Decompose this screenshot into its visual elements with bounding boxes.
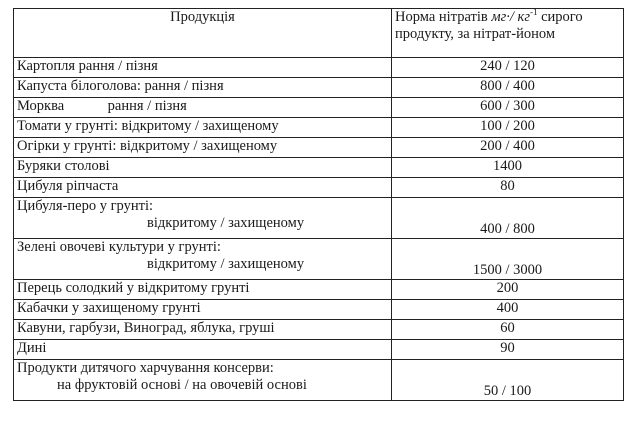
value-cell: 1500 / 3000 — [392, 239, 624, 280]
value-cell: 90 — [392, 340, 624, 360]
product-cell: Морква рання / пізня — [14, 98, 392, 118]
table-row — [14, 239, 624, 280]
product-line-1: Зелені овочеві культури у грунті: — [17, 239, 221, 255]
header-norm-sup: -1 — [529, 7, 538, 18]
product-line-2: на фруктовій основі / на овочевій основі — [57, 377, 307, 393]
table-row — [14, 138, 624, 158]
value-cell: 100 / 200 — [392, 118, 624, 138]
table-row — [14, 320, 624, 340]
product-cell — [14, 360, 392, 401]
product-cell: Кабачки у захищеному грунті — [14, 300, 392, 320]
product-cell: Капуста білоголова: рання / пізня — [14, 78, 392, 98]
value-cell: 200 — [392, 280, 624, 300]
nitrate-norms-table — [13, 8, 624, 401]
value-cell: 200 / 400 — [392, 138, 624, 158]
table-row — [14, 58, 624, 78]
product-cell: Цибуля ріпчаста — [14, 178, 392, 198]
table-row — [14, 198, 624, 239]
product-cell: Кавуни, гарбузи, Виноград, яблука, груші — [14, 320, 392, 340]
product-line-2: відкритому / захищеному — [147, 215, 305, 231]
header-norm-pre: Норма нітратів — [395, 9, 492, 25]
product-line-2: відкритому / захищеному — [147, 256, 305, 272]
value-cell: 400 — [392, 300, 624, 320]
product-cell: Огірки у грунті: відкритому / захищеному — [14, 138, 392, 158]
table-row — [14, 280, 624, 300]
header-norm-post: сирого продукту, за нітрат-йоном — [395, 9, 583, 42]
product-cell: Дині — [14, 340, 392, 360]
value-cell: 60 — [392, 320, 624, 340]
value-cell: 400 / 800 — [392, 198, 624, 239]
value-cell: 240 / 120 — [392, 58, 624, 78]
product-cell: Буряки столові — [14, 158, 392, 178]
value-cell: 600 / 300 — [392, 98, 624, 118]
table-row — [14, 158, 624, 178]
table-row — [14, 178, 624, 198]
header-norm-unit: мг·/ кг — [491, 9, 530, 25]
value-cell: 50 / 100 — [392, 360, 624, 401]
value-cell: 1400 — [392, 158, 624, 178]
table-row — [14, 98, 624, 118]
table-row — [14, 118, 624, 138]
header-product: Продукція — [14, 9, 392, 58]
table-row — [14, 340, 624, 360]
product-cell: Картопля рання / пізня — [14, 58, 392, 78]
table-row — [14, 360, 624, 401]
table-row — [14, 78, 624, 98]
product-line-1: Цибуля-перо у грунті: — [17, 198, 154, 214]
table-header-row — [14, 9, 624, 58]
product-cell — [14, 239, 392, 280]
header-norm — [392, 9, 624, 58]
value-cell: 800 / 400 — [392, 78, 624, 98]
product-cell: Перець солодкий у відкритому грунті — [14, 280, 392, 300]
product-line-1: Продукти дитячого харчування консерви: — [17, 360, 274, 376]
table-row — [14, 300, 624, 320]
product-cell — [14, 198, 392, 239]
value-cell: 80 — [392, 178, 624, 198]
product-cell: Томати у грунті: відкритому / захищеному — [14, 118, 392, 138]
